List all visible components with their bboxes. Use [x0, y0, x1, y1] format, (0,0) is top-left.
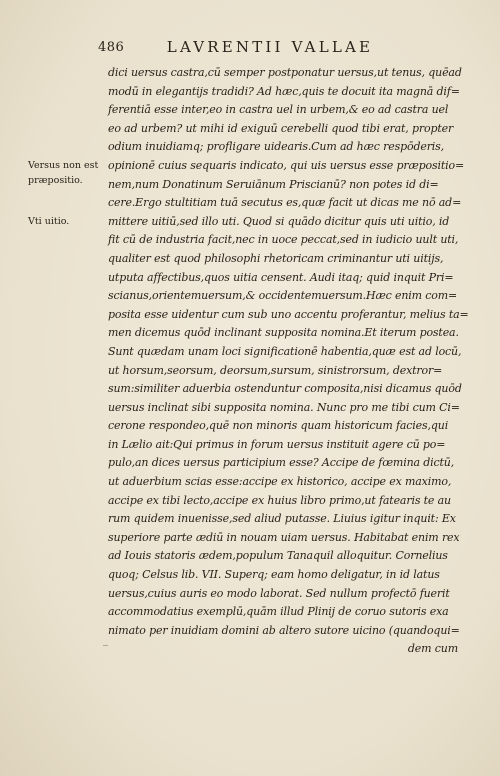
text-line: quoq; Celsus lib. VII. Superq; eam homo deligatur, in id latus [108, 568, 440, 582]
text-line: ferentiā esse inter,eo in castra uel in urbem,& eo ad castra uel [108, 103, 449, 117]
text-line: dici uersus castra,cū semper postponatur uersus,ut tenus, quēad [108, 66, 462, 79]
text-line: sum:similiter aduerbia ostenduntur composita,nisi dicamus quōd [108, 382, 462, 396]
main-text-block [108, 64, 469, 659]
text-line: superiore parte ædiū in nouam uiam uersus. Habitabat enim rex [108, 530, 460, 544]
text-line: in Lælio ait:Qui primus in forum uersus instituit agere cū po= [108, 437, 446, 451]
margin-note-line: præpositio. [28, 175, 83, 186]
margin-note-uti [28, 214, 69, 229]
running-title: LAVRENTII VALLAE [166, 38, 374, 56]
text-line: cerone respondeo,quē non minoris quam historicum facies,qui [108, 419, 449, 433]
text-line: odium inuidiamq; profligare uidearis.Cum ad hæc respōderis, [108, 140, 445, 154]
text-line: dem cum [407, 642, 458, 656]
ink-mark [103, 645, 108, 646]
text-line: posita esse uidentur cum sub uno accentu proferantur, melius ta= [108, 307, 469, 321]
text-line: uersus,cuius auris eo modo laborat. Sed nullum profectō fuerit [108, 586, 450, 600]
margin-note-versus [28, 158, 98, 188]
text-line: opinionē cuius sequaris indicato, qui uis uersus esse præpositio= [108, 158, 465, 172]
text-line: accommodatius exemplū,quām illud Plinij de coruo sutoris exa [108, 605, 449, 619]
text-line: eo ad urbem? ut mihi id exiguū cerebelli quod tibi erat, propter [108, 121, 454, 135]
text-line: utputa affectibus,quos uitia censent. Audi itaq; quid inquit Pri= [108, 270, 454, 284]
text-line: qualiter est quod philosophi rhetoricam criminantur uti uitijs, [108, 251, 444, 265]
text-line: scianus,orientemuersum,& occidentemuersum.Hæc enim com= [108, 289, 458, 303]
text-line: men dicemus quōd inclinant supposita nomina.Et iterum postea. [108, 326, 459, 340]
text-line: ut horsum,seorsum, deorsum,sursum, sinistrorsum, dextror= [108, 363, 443, 377]
text-line: pulo,an dices uersus participium esse? Accipe de fœmina dictū, [108, 456, 455, 470]
margin-note-line: Vti uitio. [28, 216, 70, 227]
text-line: mittere uitiū,sed illo uti. Quod si quādo dicitur quis uti uitio, id [108, 214, 450, 228]
text-line: uersus inclinat sibi supposita nomina. Nunc pro me tibi cum Ci= [108, 400, 460, 414]
text-line: rum quidem inuenisse,sed aliud putasse. Liuius igitur inquit: Ex [108, 512, 456, 526]
text-line: nimato per inuidiam domini ab altero sutore uicino (quandoqui= [108, 623, 460, 637]
text-line: accipe ex tibi lecto,accipe ex huius libro primo,ut fatearis te au [108, 493, 451, 507]
text-line: nem,num Donatinum Seruiānum Priscianū? non potes id di= [108, 177, 439, 191]
text-line: ut aduerbium scias esse:accipe ex historico, accipe ex maximo, [108, 475, 452, 489]
text-line: modū in elegantijs tradidi? Ad hæc,quis te docuit ita magnā dif= [108, 84, 460, 98]
text-line: Sunt quædam unam loci significationē habentia,quæ est ad locū, [108, 344, 462, 358]
text-line: cere.Ergo stultitiam tuā secutus es,quæ facit ut dicas me nō ad= [108, 196, 462, 210]
margin-note-line: Versus non est [28, 160, 99, 171]
text-line: fit cū de industria facit,nec in uoce peccat,sed in iudicio uult uti, [108, 233, 459, 247]
page-number: 486 [98, 40, 125, 55]
text-line: ad Iouis statoris ædem,populum Tanaquil alloquitur. Cornelius [108, 549, 448, 563]
